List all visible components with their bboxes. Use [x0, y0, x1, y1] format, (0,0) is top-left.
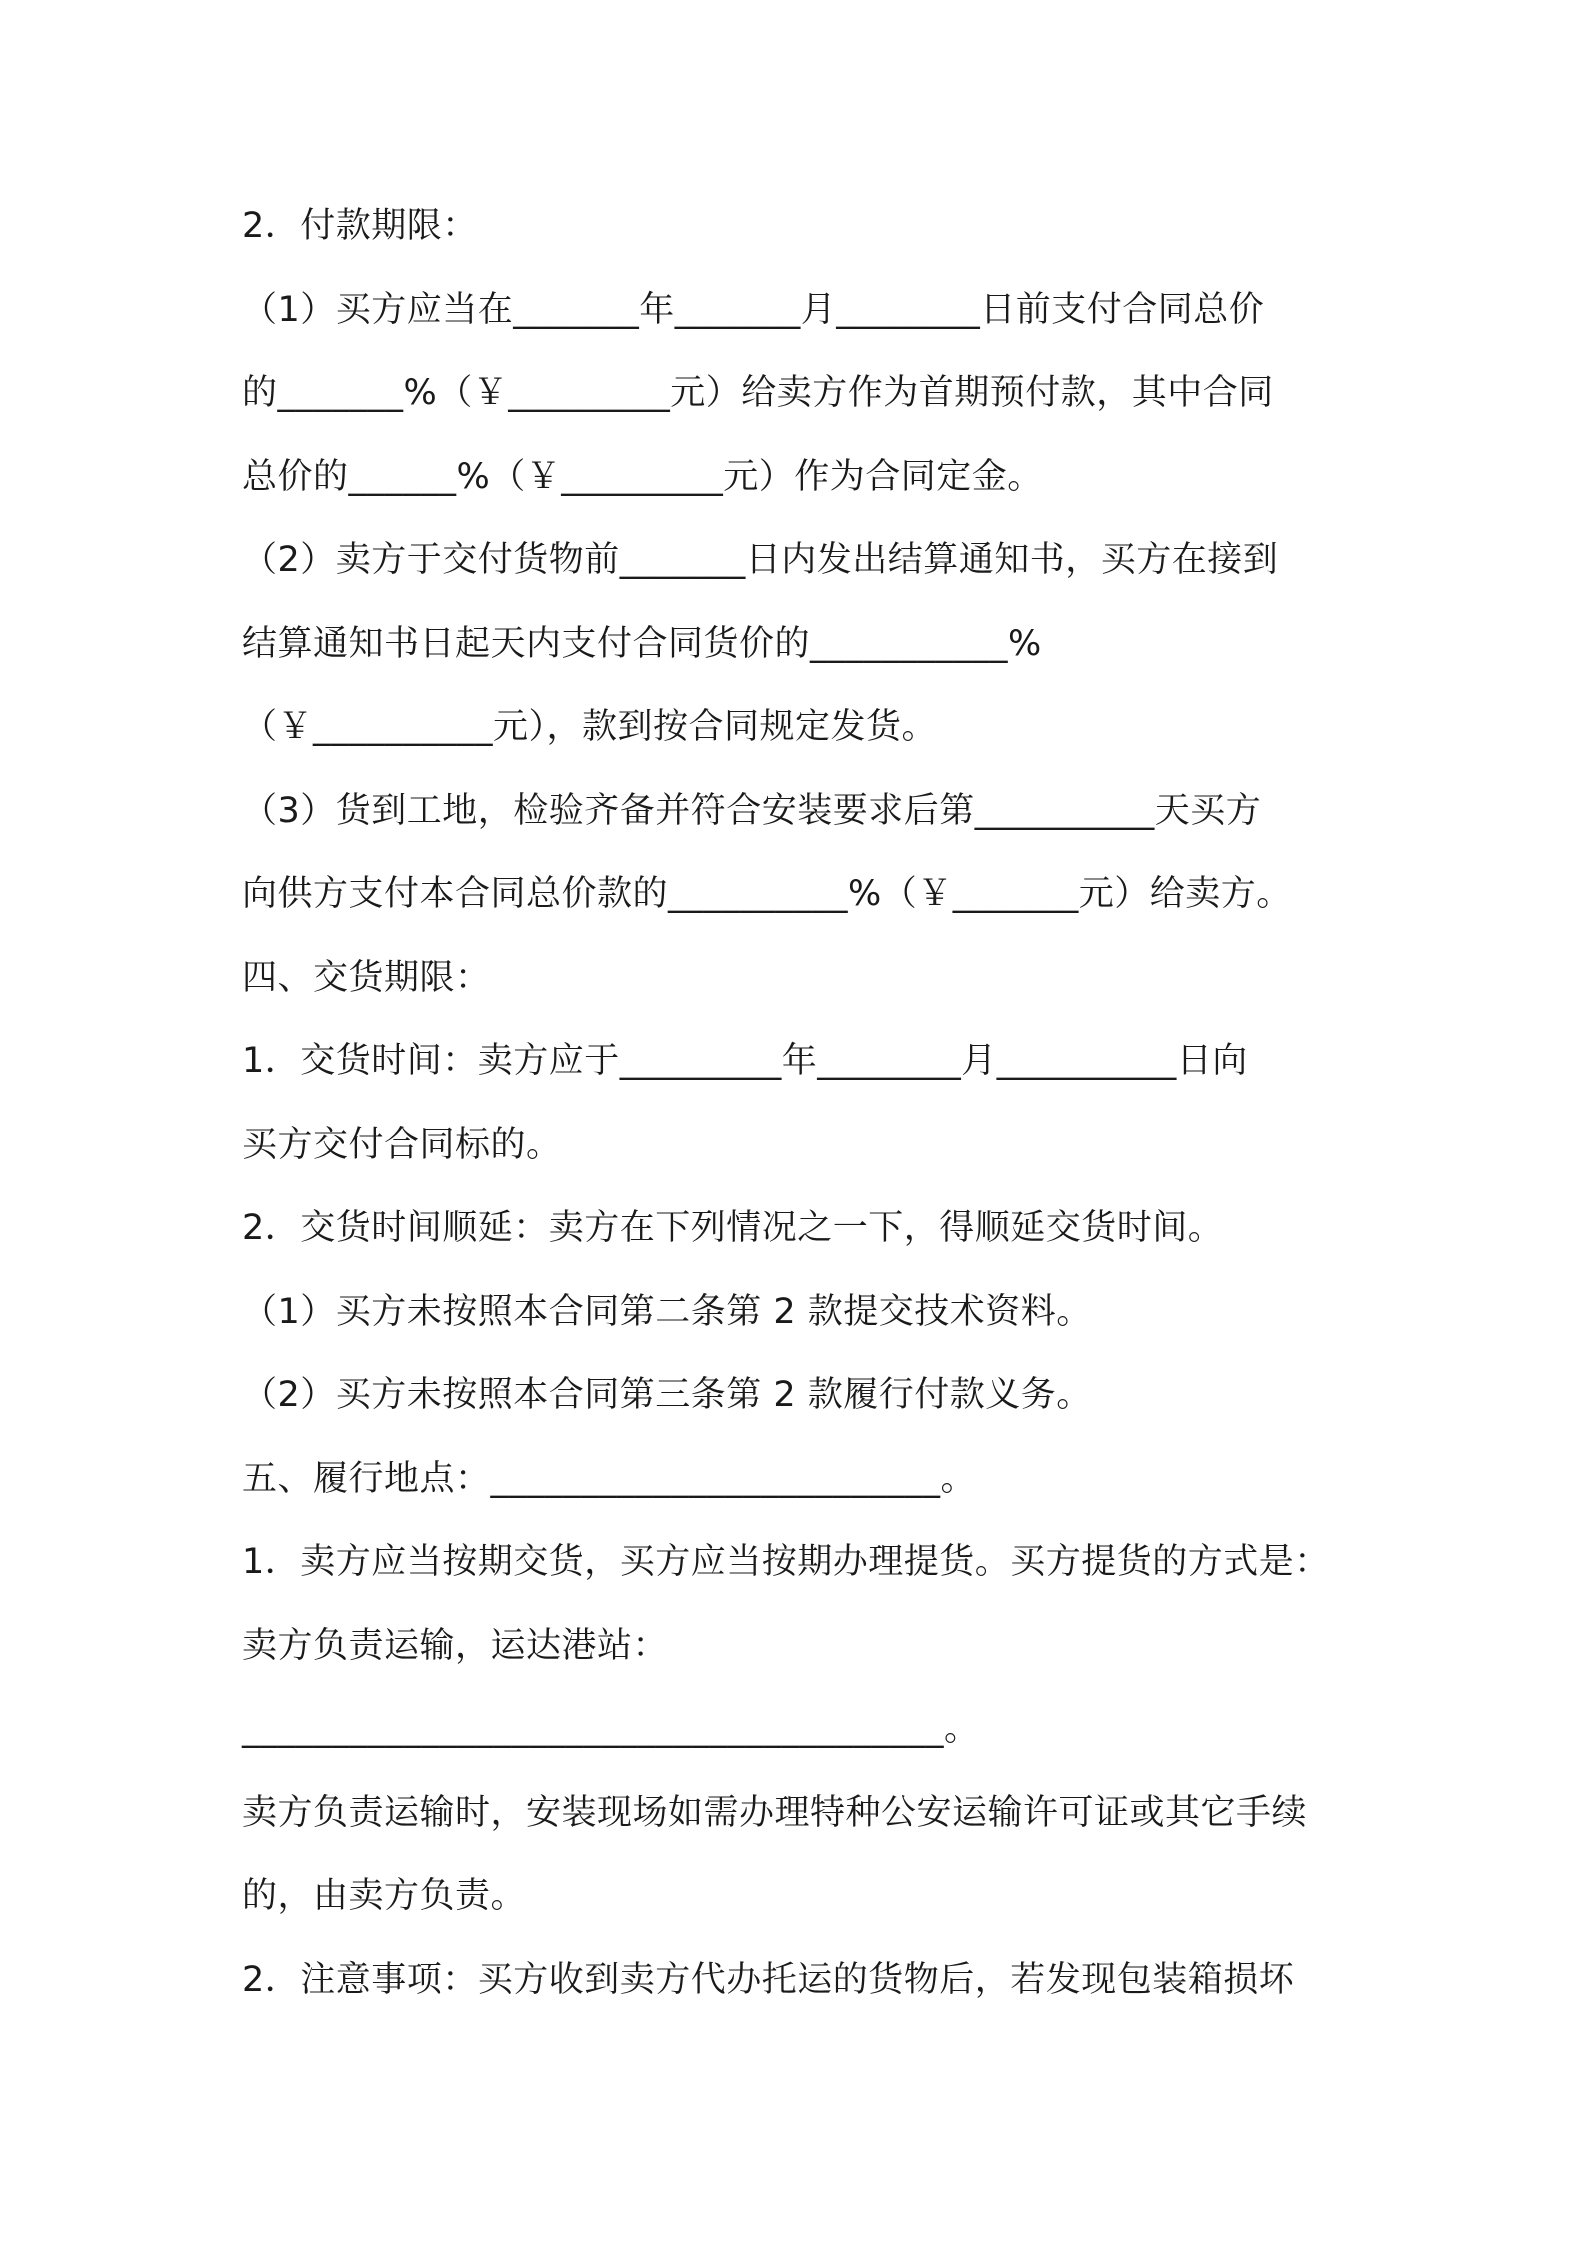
clause-place-1-line-4: 的，由卖方负责。	[242, 1876, 527, 1916]
clause-payment-2-line-2: 结算通知书日起天内支付合同货价的___________%	[242, 624, 1042, 664]
clause-delivery-2: 2．交货时间顺延：卖方在下列情况之一下，得顺延交货时间。	[242, 1208, 1224, 1248]
clause-place-2-line-1: 2．注意事项：买方收到卖方代办托运的货物后，若发现包装箱损坏	[242, 1960, 1295, 2000]
clause-payment-1-line-3: 总价的______%（￥_________元）作为合同定金。	[242, 457, 1043, 497]
clause-payment-3-line-2: 向供方支付本合同总价款的__________%（￥_______元）给卖方。	[242, 874, 1292, 914]
clause-delivery-1-line-1: 1．交货时间：卖方应于_________年________月__________日向	[242, 1041, 1248, 1081]
clause-place-1-line-3: 卖方负责运输时，安装现场如需办理特种公安运输许可证或其它手续	[242, 1793, 1308, 1833]
heading-place-of-performance: 五、履行地点：_________________________。	[242, 1459, 977, 1499]
clause-place-1-line-1: 1．卖方应当按期交货，买方应当按期办理提货。买方提货的方式是：	[242, 1542, 1330, 1582]
clause-payment-2-line-1: （2）卖方于交付货物前_______日内发出结算通知书，买方在接到	[242, 540, 1279, 580]
clause-delivery-2-item-2: （2）买方未按照本合同第三条第 2 款履行付款义务。	[242, 1375, 1092, 1415]
clause-place-1-line-2: 卖方负责运输，运达港站：	[242, 1626, 669, 1666]
clause-payment-2-line-3: （￥__________元），款到按合同规定发货。	[242, 707, 938, 747]
clause-payment-1-line-1: （1）买方应当在_______年_______月________日前支付合同总价	[242, 290, 1265, 330]
clause-payment-3-line-1: （3）货到工地，检验齐备并符合安装要求后第__________天买方	[242, 791, 1262, 831]
heading-delivery-term: 四、交货期限：	[242, 958, 491, 998]
heading-payment-term: 2．付款期限：	[242, 206, 478, 246]
clause-delivery-1-line-2: 买方交付合同标的。	[242, 1125, 562, 1165]
clause-place-1-blank-line: _______________________________________。	[242, 1709, 980, 1749]
clause-delivery-2-item-1: （1）买方未按照本合同第二条第 2 款提交技术资料。	[242, 1292, 1092, 1332]
clause-payment-1-line-2: 的_______%（￥_________元）给卖方作为首期预付款，其中合同	[242, 373, 1274, 413]
